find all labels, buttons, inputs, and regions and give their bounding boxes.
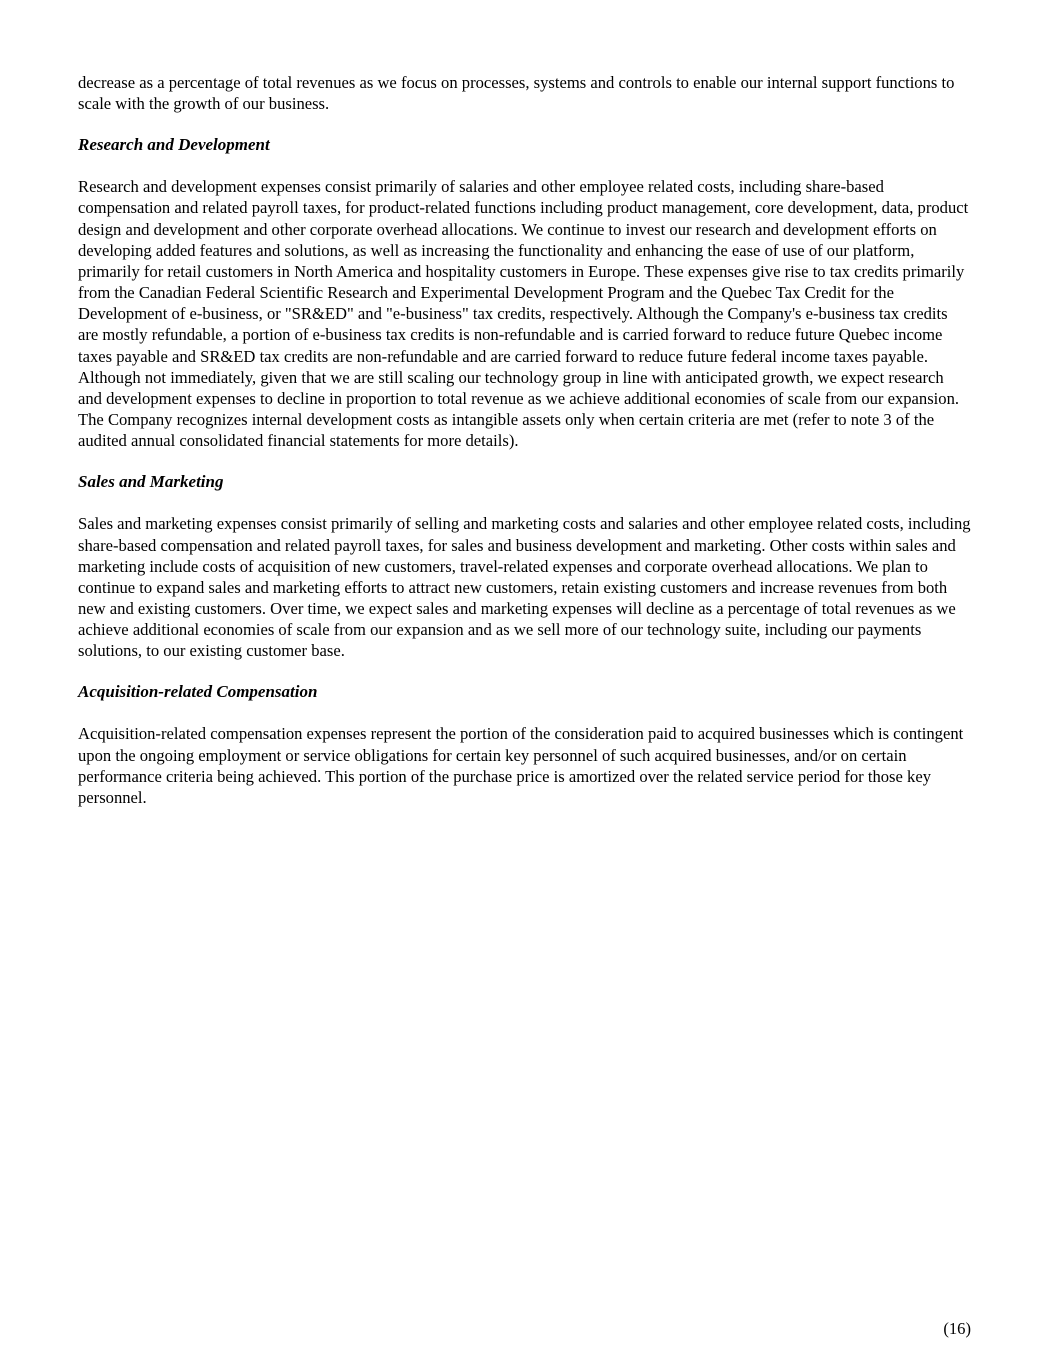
page-content xyxy=(78,72,971,829)
section-heading-research-and-development: Research and Development xyxy=(78,135,270,155)
section-heading-sales-and-marketing: Sales and Marketing xyxy=(78,472,224,492)
intro-paragraph: decrease as a percentage of total revenues as we focus on processes, systems and controls to enable our internal support functions to scale with the growth of our business. xyxy=(78,73,955,114)
section-body-acquisition-related-compensation: Acquisition-related compensation expenses represent the portion of the consideration paid to acquired businesses which is contingent upon the ongoing employment or service obligations for certain key personnel of such acquired businesses, and/or on certain performance criteria being achieved. This portion of the purchase price is amortized over the related service period for those key personnel. xyxy=(78,724,964,807)
section-body-research-and-development: Research and development expenses consist primarily of salaries and other employee related costs, including share-based compensation and related payroll taxes, for product-related functions including product management, core development, data, product design and development and other corporate overhead allocations. We continue to invest our research and development efforts on developing added features and solutions, as well as increasing the functionality and enhancing the ease of use of our platform, primarily for retail customers in North America and hospitality customers in Europe. These expenses give rise to tax credits primarily from the Canadian Federal Scientific Research and Experimental Development Program and the Quebec Tax Credit for the Development of e-business, or "SR&ED" and "e-business" tax credits, respectively. Although the Company's e-business tax credits are mostly refundable, a portion of e-business tax credits is non-refundable and is carried forward to reduce future Quebec income taxes payable and SR&ED tax credits are non-refundable and are carried forward to reduce future federal income taxes payable. Although not immediately, given that we are still scaling our technology group in line with anticipated growth, we expect research and development expenses to decline in proportion to total revenue as we achieve additional economies of scale from our expansion. The Company recognizes internal development costs as intangible assets only when certain criteria are met (refer to note 3 of the audited annual consolidated financial statements for more details). xyxy=(78,177,969,451)
page-number: (16) xyxy=(943,1319,971,1338)
section-heading-acquisition-related-compensation: Acquisition-related Compensation xyxy=(78,682,318,702)
section-body-sales-and-marketing: Sales and marketing expenses consist primarily of selling and marketing costs and salaries and other employee related costs, including share-based compensation and related payroll taxes, for sales and business development and marketing. Other costs within sales and marketing include costs of acquisition of new customers, travel-related expenses and corporate overhead allocations. We plan to continue to expand sales and marketing efforts to attract new customers, retain existing customers and increase revenues from both new and existing customers. Over time, we expect sales and marketing expenses will decline as a percentage of total revenues as we achieve additional economies of scale from our expansion and as we sell more of our technology suite, including our payments solutions, to our existing customer base. xyxy=(78,514,971,661)
